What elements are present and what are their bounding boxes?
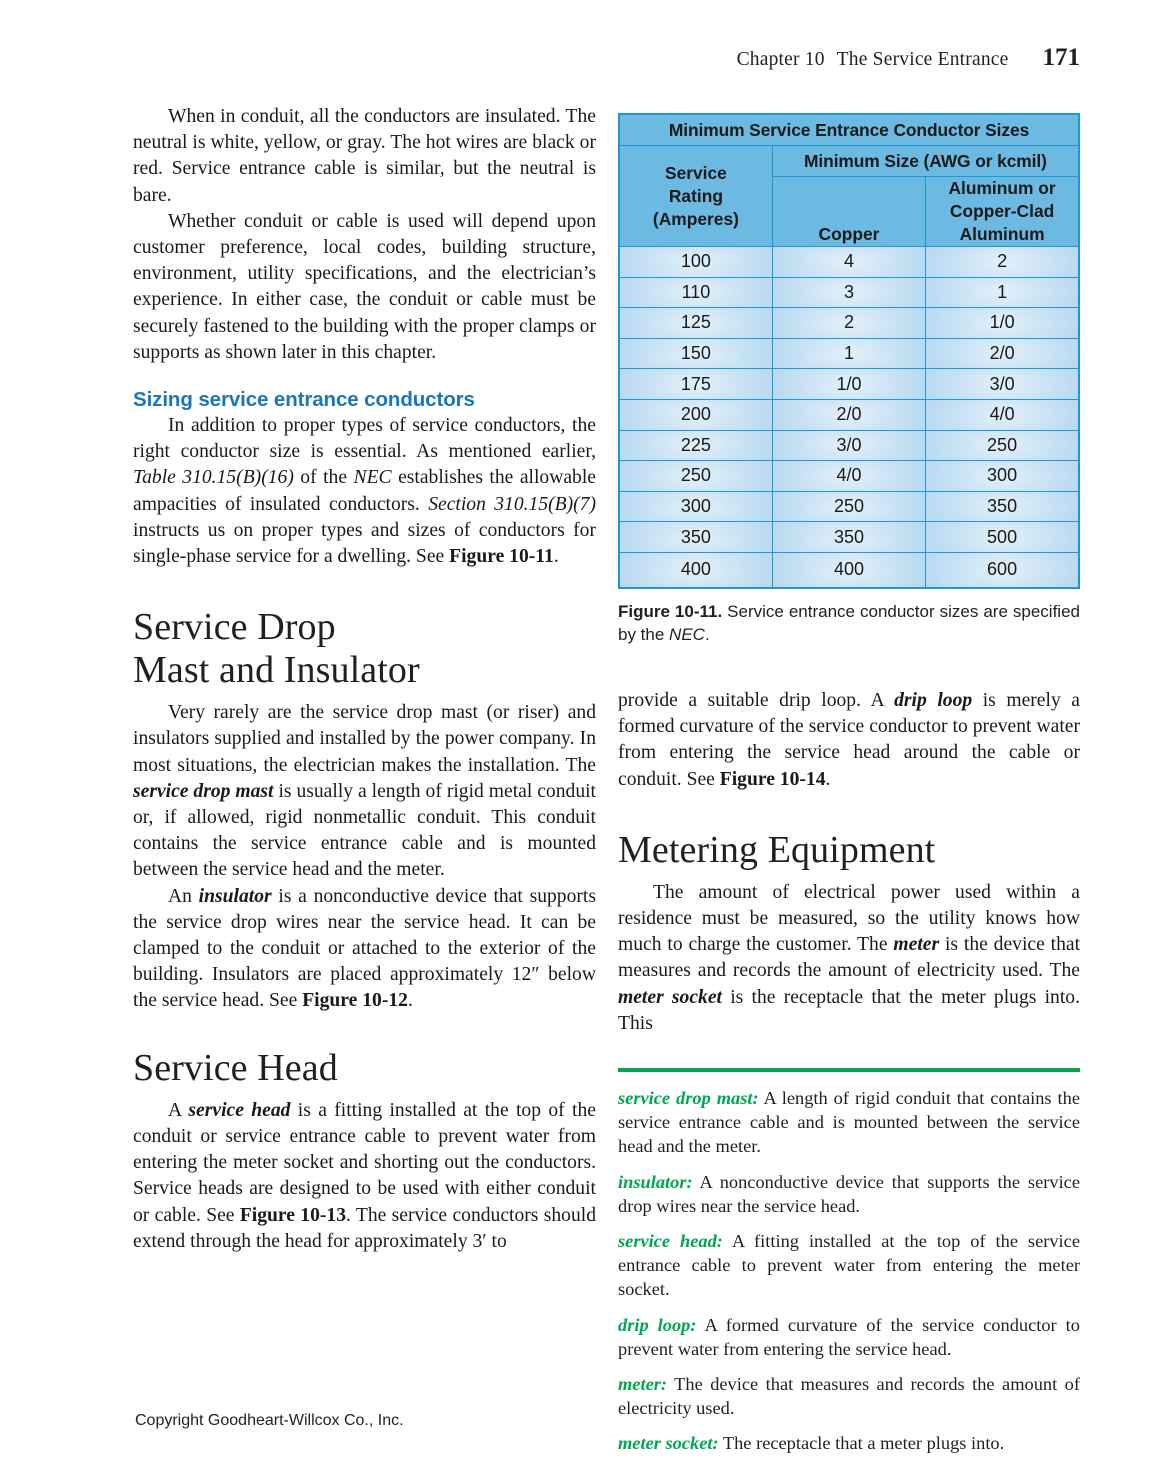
figure-10-11	[618, 113, 1080, 589]
cell-aluminum: 300	[926, 461, 1079, 492]
text-run: .	[704, 624, 710, 644]
text-run: is usually a length of rigid metal conduit or, if allowed, rigid nonmetallic conduit. This conduit contains the service entrance cable and is mounted between the service head and the meter.	[133, 780, 596, 881]
cell-aluminum: 500	[926, 522, 1079, 553]
glossary-definition: A nonconductive device that supports the service drop wires near the service head.	[618, 1171, 1080, 1216]
keyterm-insulator: insulator	[198, 885, 272, 907]
paragraph-conduit-insulation: When in conduit, all the conductors are insulated. The neutral is white, yellow, or gray. The hot wires are black or red. Service entrance cable is similar, but the neutral is bare.	[133, 106, 596, 206]
conductor-sizes-table	[618, 113, 1080, 589]
cell-service-rating: 125	[619, 308, 772, 339]
page-number: 171	[1042, 44, 1080, 71]
cell-copper: 2/0	[772, 399, 925, 430]
cell-aluminum: 1	[926, 277, 1079, 308]
cell-copper: 4	[772, 247, 925, 278]
text-run: Very rarely are the service drop mast (or riser) and insulators supplied and installed by the power company. In most situations, the electrician makes the installation. The	[133, 702, 596, 776]
text-run: .	[407, 990, 413, 1012]
text-run: A	[168, 1099, 189, 1121]
table-row	[619, 430, 1079, 461]
cell-service-rating: 110	[619, 277, 772, 308]
cell-aluminum: 350	[926, 491, 1079, 522]
paragraph-conduit-or-cable: Whether conduit or cable is used will depend upon customer preference, local codes, building structure, environment, utility specifications, and the electrician’s experience. In either case, the conduit or cable must be securely fastened to the building with the proper clamps or supports as shown later in this chapter.	[133, 210, 596, 363]
text-run: is a fitting installed at the top of the conduit or service entrance cable to prevent water from entering the meter socket and shorting out the conductors. Service heads are designed to be used with either conduit or cable. See	[133, 1099, 596, 1226]
table-body	[619, 247, 1079, 588]
paragraph-insulator	[133, 884, 596, 1015]
text-run: The amount of electrical power used within a residence must be measured, so the utility knows how much to charge the customer. The	[618, 881, 1080, 956]
glossary-term: service head:	[618, 1231, 723, 1252]
header-line: Service	[664, 162, 727, 183]
keyterm-meter: meter	[893, 934, 940, 956]
column-header-service-rating	[619, 146, 772, 247]
section-heading-metering-equipment: Metering Equipment	[618, 828, 936, 871]
table-title-row	[619, 114, 1079, 146]
text-run: is the receptacle that the meter plugs into. This	[618, 986, 1080, 1034]
figure-caption	[618, 601, 1080, 646]
glossary-entry	[618, 1170, 1080, 1218]
cell-copper: 3/0	[772, 430, 925, 461]
italic-table-reference: Table 310.15(B)(16)	[133, 467, 294, 489]
table-title: Minimum Service Entrance Conductor Sizes	[619, 114, 1079, 146]
paragraph-sizing-conductors	[133, 413, 596, 570]
cell-service-rating: 400	[619, 552, 772, 588]
cell-service-rating: 175	[619, 369, 772, 400]
figure-cross-reference: Figure 10-14	[719, 768, 826, 790]
cell-service-rating: 225	[619, 430, 772, 461]
heading-line-1: Service Drop	[133, 606, 336, 649]
figure-cross-reference: Figure 10-12	[302, 990, 408, 1012]
cell-service-rating: 100	[619, 247, 772, 278]
footer-copyright: Copyright Goodheart-Willcox Co., Inc.	[135, 1412, 404, 1429]
table-row	[619, 522, 1079, 553]
section-heading-service-head: Service Head	[133, 1046, 338, 1089]
cell-copper: 1	[772, 338, 925, 369]
cell-copper: 3	[772, 277, 925, 308]
cell-aluminum: 2/0	[926, 338, 1079, 369]
figure-caption-label: Figure 10-11.	[618, 602, 723, 621]
cell-aluminum: 1/0	[926, 308, 1079, 339]
glossary-definition: The device that measures and records the amount of electricity used.	[618, 1374, 1080, 1419]
paragraph-service-drop-mast	[133, 700, 596, 883]
paragraph-service-head	[133, 1098, 596, 1255]
glossary-box	[618, 1068, 1080, 1456]
italic-nec: NEC	[353, 467, 392, 489]
table-head	[619, 114, 1079, 247]
table-row	[619, 491, 1079, 522]
cell-aluminum: 4/0	[926, 399, 1079, 430]
text-run: is the device that measures and records the amount of electricity used. The	[618, 934, 1081, 982]
left-column	[133, 104, 596, 1255]
glossary-definition: A formed curvature of the service conductor to prevent water from entering the service head.	[618, 1314, 1080, 1359]
table-row	[619, 277, 1079, 308]
glossary-definition: A length of rigid conduit that contains the service entrance cable and is mounted between the service head and the meter.	[618, 1088, 1080, 1157]
cell-copper: 250	[772, 491, 925, 522]
table-group-header-row	[619, 146, 1079, 177]
table-row	[619, 369, 1079, 400]
glossary-term: drip loop:	[618, 1314, 697, 1335]
text-run: .	[825, 768, 831, 790]
text-run: An	[168, 885, 199, 907]
figure-cross-reference: Figure 10-13	[239, 1204, 346, 1226]
right-column	[618, 688, 1080, 1037]
column-header-aluminum	[926, 177, 1079, 247]
header-line: Aluminum or	[948, 178, 1056, 198]
glossary-term: service drop mast:	[618, 1088, 759, 1108]
text-run: establishes the allowable ampacities of insulated conductors.	[133, 467, 596, 515]
cell-aluminum: 3/0	[926, 369, 1079, 400]
chapter-title: The Service Entrance	[836, 49, 1009, 70]
glossary-entry	[618, 1086, 1080, 1159]
cell-copper: 2	[772, 308, 925, 339]
table-row	[619, 461, 1079, 492]
column-group-header-minimum-size: Minimum Size (AWG or kcmil)	[772, 146, 1079, 177]
cell-service-rating: 200	[619, 399, 772, 430]
cell-copper: 400	[772, 552, 925, 588]
column-header-copper: Copper	[772, 177, 925, 247]
header-line: Aluminum	[959, 224, 1045, 244]
glossary-entry	[618, 1229, 1080, 1302]
glossary-entry	[618, 1313, 1080, 1361]
text-run: of the	[293, 467, 354, 489]
glossary-term: meter socket:	[618, 1433, 719, 1454]
cell-service-rating: 350	[619, 522, 772, 553]
keyterm-meter-socket: meter socket	[618, 986, 722, 1008]
table-row	[619, 308, 1079, 339]
cell-service-rating: 300	[619, 491, 772, 522]
glossary-term: insulator:	[618, 1171, 693, 1192]
glossary-entry	[618, 1431, 1080, 1455]
table-row	[619, 552, 1079, 588]
text-run: .	[553, 546, 559, 568]
cell-copper: 350	[772, 522, 925, 553]
glossary-definition: A fitting installed at the top of the service entrance cable to prevent water from entering the meter socket.	[618, 1231, 1080, 1300]
text-run: Service entrance conductor sizes are specified by the	[618, 602, 1080, 644]
header-line: Copper-Clad	[949, 201, 1055, 221]
italic-nec: NEC	[669, 624, 705, 644]
text-run: instructs us on proper types and sizes of conductors for single-phase service for a dwelling. See	[133, 519, 596, 568]
section-heading-service-drop-mast-and-insulator	[133, 606, 596, 692]
running-head	[0, 44, 1080, 72]
text-run: In addition to proper types of service conductors, the right conductor size is essential. As mentioned earlier,	[133, 415, 596, 463]
chapter-label: Chapter 10	[736, 49, 825, 70]
cell-copper: 4/0	[772, 461, 925, 492]
keyterm-service-head: service head	[188, 1099, 291, 1121]
subhead-sizing-service-entrance-conductors: Sizing service entrance conductors	[133, 388, 475, 412]
header-line: Rating	[668, 185, 723, 206]
figure-cross-reference: Figure 10-11	[449, 546, 554, 568]
heading-line-2: Mast and Insulator	[133, 649, 420, 692]
cell-service-rating: 250	[619, 461, 772, 492]
glossary-entry	[618, 1372, 1080, 1420]
text-run: provide a suitable drip loop. A	[618, 690, 895, 711]
text-run: . The service conductors should extend through the head for approximately 3′ to	[133, 1204, 596, 1252]
glossary-divider-rule	[618, 1068, 1080, 1072]
cell-aluminum: 2	[926, 247, 1079, 278]
italic-section-reference: Section 310.15(B)(7)	[428, 493, 596, 515]
paragraph-metering	[618, 880, 1080, 1037]
glossary-definition: The receptacle that a meter plugs into.	[718, 1433, 1005, 1454]
text-run: is merely a formed curvature of the service conductor to prevent water from entering the service head around the cable or conduit. See	[618, 690, 1080, 790]
table-row	[619, 247, 1079, 278]
cell-service-rating: 150	[619, 338, 772, 369]
glossary-term: meter:	[618, 1374, 668, 1395]
header-line: (Amperes)	[652, 208, 739, 229]
keyterm-drip-loop: drip loop	[894, 690, 973, 711]
keyterm-service-drop-mast: service drop mast	[133, 780, 274, 802]
table-row	[619, 399, 1079, 430]
paragraph-drip-loop	[618, 688, 1080, 793]
cell-aluminum: 250	[926, 430, 1079, 461]
text-run: is a nonconductive device that supports the service drop wires near the service head. It can be clamped to the conduit or attached to the exterior of the building. Insulators are placed approximately 12″ below the service head. See	[133, 885, 596, 1012]
cell-aluminum: 600	[926, 552, 1079, 588]
cell-copper: 1/0	[772, 369, 925, 400]
table-row	[619, 338, 1079, 369]
